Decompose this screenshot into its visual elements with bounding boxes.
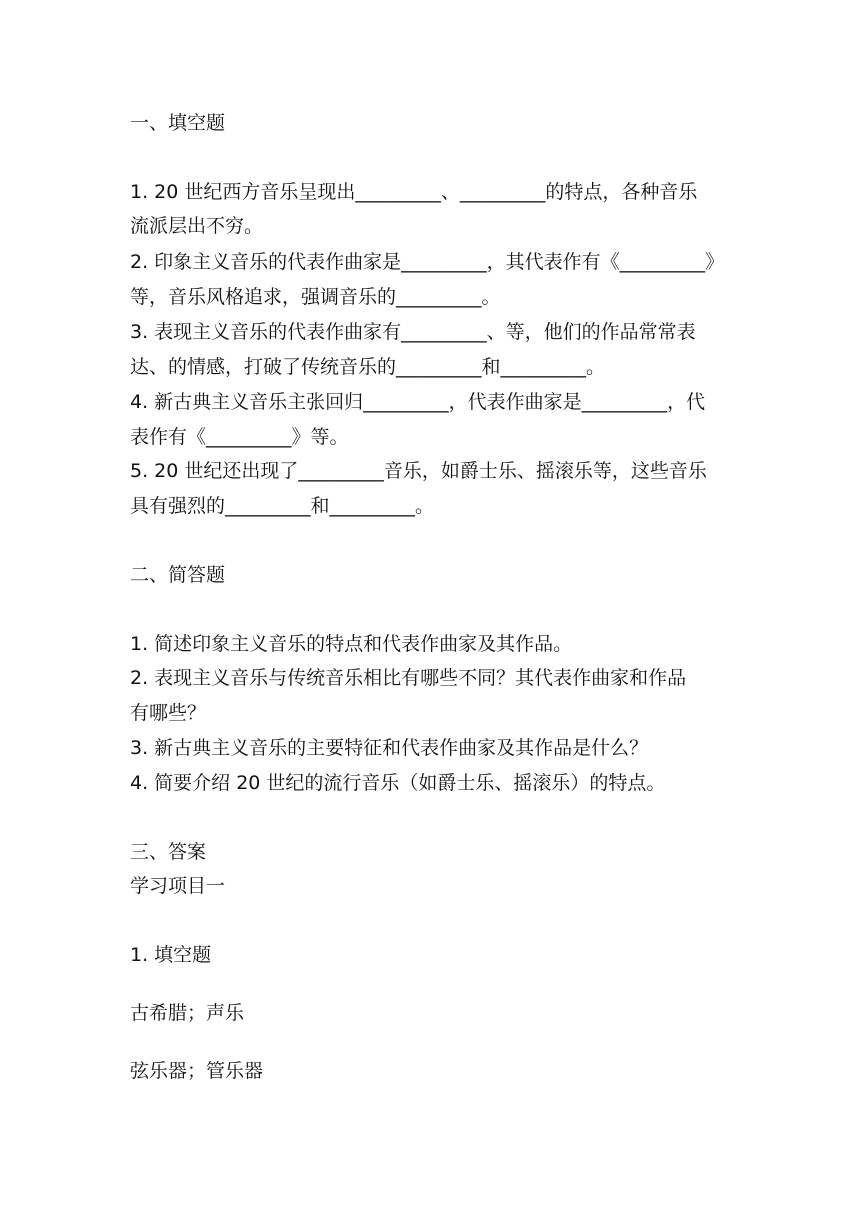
question-line: 4. 新古典主义音乐主张回归_________，代表作曲家是_________，代 — [130, 391, 706, 413]
answer-line: 古希腊；声乐 — [130, 1002, 245, 1024]
question-line: 2. 表现主义音乐与传统音乐相比有哪些不同？其代表作曲家和作品 — [130, 667, 687, 689]
answer-sub-heading: 1. 填空题 — [130, 944, 212, 966]
question-line: 4. 简要介绍 20 世纪的流行音乐（如爵士乐、摇滚乐）的特点。 — [130, 772, 666, 794]
question-line: 3. 表现主义音乐的代表作曲家有_________、等，他们的作品常常表 — [130, 321, 696, 343]
question-line: 流派层出不穷。 — [130, 215, 264, 237]
question-line: 具有强烈的_________和_________。 — [130, 495, 435, 517]
question-line: 等，音乐风格追求，强调音乐的_________。 — [130, 286, 501, 308]
question-line: 1. 简述印象主义音乐的特点和代表作曲家及其作品。 — [130, 633, 573, 655]
question-line: 3. 新古典主义音乐的主要特征和代表作曲家及其作品是什么？ — [130, 737, 649, 759]
answer-line: 弦乐器；管乐器 — [130, 1060, 264, 1082]
question-line: 达、的情感，打破了传统音乐的_________和_________。 — [130, 356, 606, 378]
section-heading-short-answer: 二、简答题 — [130, 564, 226, 586]
section-heading-fill-blank: 一、填空题 — [130, 112, 226, 134]
question-line: 有哪些？ — [130, 702, 207, 724]
question-line: 1. 20 世纪西方音乐呈现出_________、_________的特点，各种音乐 — [130, 181, 698, 203]
question-line: 表作有《_________》等。 — [130, 426, 349, 448]
project-title: 学习项目一 — [130, 875, 226, 897]
question-line: 2. 印象主义音乐的代表作曲家是_________，其代表作有《_________》 — [130, 251, 725, 273]
question-line: 5. 20 世纪还出现了_________音乐，如爵士乐、摇滚乐等，这些音乐 — [130, 460, 707, 482]
section-heading-answers: 三、答案 — [130, 841, 207, 863]
